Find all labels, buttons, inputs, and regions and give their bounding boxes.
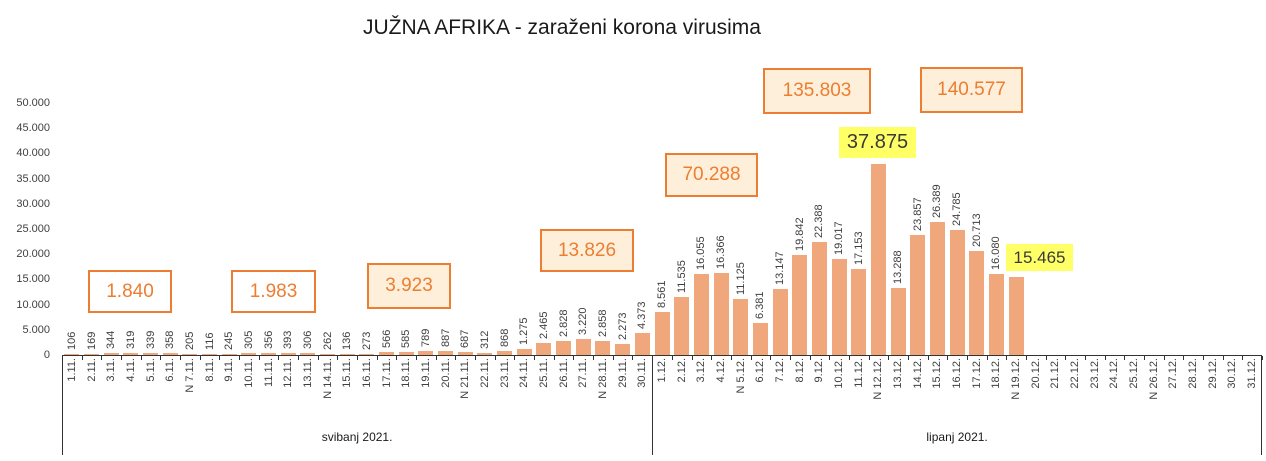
x-axis-date-label: 18.12. (990, 358, 1003, 389)
bar (182, 354, 197, 355)
bar-value-label: 393 (282, 330, 295, 349)
category-group-separator (62, 355, 63, 455)
bar (241, 353, 256, 355)
bar-value-label: 3.220 (577, 307, 590, 335)
bar (143, 353, 158, 355)
month-group-label: lipanj 2021. (926, 430, 988, 444)
callout-total-box: 3.923 (367, 263, 451, 309)
y-axis-tick-label: 50.000 (16, 97, 50, 109)
x-axis-date-label: 16.11. (360, 358, 373, 388)
bar (359, 354, 374, 355)
bar (418, 351, 433, 355)
x-axis-date-label: 11.12. (852, 358, 865, 388)
bar (281, 353, 296, 355)
x-axis-date-label: 1.12. (656, 358, 668, 383)
y-axis-tick-label: 0 (43, 349, 50, 361)
x-axis-date-label: 16.12. (951, 358, 964, 389)
x-axis-date-label: N 5.12. (734, 358, 747, 394)
bar-value-label: 16.080 (990, 236, 1003, 270)
bar (910, 235, 925, 355)
bar-value-label: 169 (85, 331, 98, 350)
bar (792, 255, 807, 355)
x-axis-date-label: 15.12. (931, 358, 944, 389)
bar (812, 242, 827, 355)
x-axis-date-label: 9.12. (813, 358, 826, 383)
x-axis-date-label: 17.11. (380, 358, 393, 388)
x-axis-date-label: 5.11. (144, 358, 157, 382)
bar-value-label: 319 (124, 330, 137, 349)
x-axis-date-label: 29.12. (1206, 358, 1219, 389)
x-axis-date-label: N 14.11. (321, 358, 334, 399)
axis-tick (495, 356, 496, 360)
highlighted-value-label: 15.465 (1006, 244, 1073, 271)
callout-total-box: 70.288 (665, 153, 758, 197)
axis-tick (436, 356, 437, 360)
x-axis-date-label: 14.12. (911, 358, 924, 389)
x-axis-date-label: 8.11. (203, 358, 216, 382)
bar-value-label: 245 (223, 331, 236, 350)
bar-value-label: 6.381 (754, 291, 767, 319)
month-group-label: svibanj 2021. (321, 430, 393, 444)
bar-value-label: 11.535 (675, 260, 688, 293)
x-axis-date-label: 27.11. (577, 358, 590, 388)
x-axis-date-label: 17.12. (970, 358, 983, 389)
bar-value-label: 339 (144, 330, 157, 349)
category-group-separator (652, 355, 653, 455)
x-axis-date-label: N 21.11. (459, 358, 472, 399)
x-axis-date-label: N 12.12. (872, 358, 885, 400)
y-axis-tick-label: 35.000 (16, 172, 50, 185)
y-axis-tick-label: 20.000 (16, 248, 50, 261)
bar-value-label: 1.275 (518, 317, 531, 345)
axis-tick (593, 356, 594, 360)
axis-tick (141, 356, 142, 360)
bar (694, 274, 709, 355)
bar (536, 343, 551, 355)
x-axis-date-label: 25.12. (1128, 358, 1141, 389)
axis-tick (790, 356, 791, 360)
bar (497, 351, 512, 355)
bar (202, 354, 217, 355)
bar-value-label: 23.857 (911, 197, 924, 231)
bar (733, 299, 748, 355)
bar-value-label: 585 (400, 329, 413, 348)
bar (989, 274, 1004, 355)
x-axis-date-label: 22.12. (1069, 358, 1082, 389)
x-axis-date-label: 22.11. (478, 358, 491, 388)
x-axis-date-label: 10.11. (242, 358, 255, 388)
x-axis-date-label: 19.11. (419, 358, 432, 388)
x-axis-date-label: 6.12. (754, 358, 767, 383)
x-axis-date-label: 4.12. (715, 358, 728, 383)
x-axis-date-label: N 26.12. (1147, 358, 1160, 400)
x-axis-date-label: 12.11. (282, 358, 295, 388)
bar (871, 164, 886, 355)
bar (517, 349, 532, 355)
highlighted-value-label: 37.875 (839, 127, 916, 158)
axis-tick (613, 356, 614, 360)
bar-value-label: 19.017 (833, 221, 846, 255)
bar (655, 312, 670, 355)
x-axis-date-label: 27.12. (1167, 358, 1180, 389)
category-group-separator (1261, 355, 1262, 455)
x-axis-date-label: 18.11. (400, 358, 413, 388)
bar-value-label: 356 (262, 330, 275, 349)
bar-value-label: 4.373 (636, 301, 649, 329)
x-axis-date-label: 4.11. (124, 358, 137, 382)
bar-value-label: 26.389 (931, 184, 944, 218)
bar (930, 222, 945, 355)
bar (104, 353, 119, 355)
x-axis-date-label: 31.12. (1246, 358, 1259, 389)
bar (64, 354, 79, 355)
x-axis-date-label: 25.11. (537, 358, 550, 388)
x-axis-date-label: 23.12. (1088, 358, 1101, 389)
axis-tick (849, 356, 850, 360)
x-axis-date-label: 20.12. (1029, 358, 1042, 389)
bar-value-label: 205 (183, 331, 196, 350)
axis-tick (357, 356, 358, 360)
y-axis-tick-label: 30.000 (16, 197, 50, 210)
axis-tick (534, 356, 535, 360)
bar (399, 352, 414, 355)
bar (1009, 277, 1024, 355)
x-axis-date-label: 3.12. (695, 358, 708, 383)
bar (891, 288, 906, 355)
y-axis-tick-label: 40.000 (16, 147, 50, 160)
x-axis-date-label: 2.11. (85, 358, 98, 382)
bar (84, 354, 99, 355)
chart-title: JUŽNA AFRIKA - zaraženi korona virusima (363, 16, 761, 39)
bar-value-label: 687 (459, 329, 472, 348)
callout-total-box: 1.983 (231, 270, 316, 313)
x-axis-date-label: 28.12. (1187, 358, 1200, 389)
x-axis-date-label: 13.11. (301, 358, 314, 388)
bar-value-label: 306 (301, 330, 314, 349)
x-axis-date-label: 30.11. (636, 358, 649, 388)
y-axis-tick-label: 25.000 (16, 223, 50, 235)
x-axis-line (62, 355, 1262, 356)
x-axis-date-label: N 28.11. (596, 358, 609, 399)
y-axis-tick-label: 10.000 (16, 298, 50, 311)
x-axis-date-label: 20.11. (439, 358, 452, 388)
x-axis-date-label: N 7.11. (183, 358, 196, 393)
bar-value-label: 19.842 (793, 217, 806, 251)
bar-value-label: 2.858 (596, 309, 609, 337)
bar-value-label: 16.055 (695, 236, 708, 270)
x-axis-date-label: 26.11. (557, 358, 570, 388)
bar (261, 353, 276, 355)
x-axis-date-label: 3.11. (105, 358, 118, 382)
x-axis-date-label: 10.12. (833, 358, 846, 389)
bar-value-label: 136 (341, 331, 354, 350)
bar-value-label: 116 (203, 332, 216, 350)
bar (300, 353, 315, 355)
x-axis-date-label: 29.11. (616, 358, 629, 388)
x-axis-date-label: 21.12. (1049, 358, 1062, 389)
x-axis-date-label: N 19.12. (1010, 358, 1023, 400)
x-axis-date-label: 13.12. (892, 358, 905, 389)
bar-value-label: 2.465 (537, 311, 550, 339)
bar-value-label: 358 (164, 330, 177, 349)
bar-value-label: 262 (321, 331, 334, 350)
bar-value-label: 868 (498, 328, 511, 347)
bar (773, 289, 788, 355)
bar-value-label: 106 (65, 331, 78, 350)
axis-tick (377, 356, 378, 360)
x-axis-date-label: 11.11. (262, 358, 275, 387)
callout-total-box: 140.577 (920, 67, 1023, 113)
x-axis-date-label: 1.11. (65, 358, 78, 382)
axis-tick (1262, 356, 1263, 360)
bar (753, 323, 768, 355)
bar-value-label: 273 (360, 331, 373, 350)
axis-tick (180, 356, 181, 360)
bar (714, 273, 729, 355)
bar (615, 344, 630, 355)
axis-tick (1203, 356, 1204, 360)
bar (477, 353, 492, 355)
bar-value-label: 789 (419, 328, 432, 347)
axis-tick (1144, 356, 1145, 360)
axis-tick (967, 356, 968, 360)
x-axis-date-label: 23.11. (498, 358, 511, 388)
axis-tick (200, 356, 201, 360)
bar-value-label: 305 (242, 330, 255, 349)
bar (556, 341, 571, 355)
bar-value-label: 22.388 (813, 204, 826, 238)
bar-value-label: 344 (105, 330, 118, 349)
x-axis-date-label: 24.12. (1108, 358, 1121, 389)
x-axis-date-label: 8.12. (793, 358, 806, 383)
bar-value-label: 17.153 (852, 231, 865, 265)
bar (969, 251, 984, 355)
bar-value-label: 2.273 (616, 312, 629, 340)
bar (320, 354, 335, 355)
bar (595, 341, 610, 355)
bar (950, 230, 965, 355)
x-axis-date-label: 30.12. (1226, 358, 1239, 389)
callout-total-box: 1.840 (88, 270, 172, 313)
axis-tick (239, 356, 240, 360)
x-axis-date-label: 15.11. (341, 358, 354, 388)
axis-tick (672, 356, 673, 360)
bar (163, 353, 178, 355)
x-axis-date-label: 2.12. (675, 358, 688, 383)
bar (832, 259, 847, 355)
axis-tick (908, 356, 909, 360)
bar (635, 333, 650, 355)
bar-value-label: 13.147 (774, 251, 787, 285)
bar-value-label: 887 (439, 328, 452, 347)
bar-value-label: 11.125 (734, 262, 747, 295)
bar-value-label: 566 (380, 329, 393, 348)
y-axis-tick-label: 5.000 (22, 323, 50, 336)
bar (674, 297, 689, 355)
bar-value-label: 13.288 (892, 250, 905, 284)
bar-value-label: 8.561 (656, 280, 668, 308)
axis-tick (318, 356, 319, 360)
axis-tick (121, 356, 122, 360)
x-axis-date-label: 7.12. (774, 358, 787, 383)
callout-total-box: 13.826 (540, 229, 634, 272)
axis-tick (475, 356, 476, 360)
bar (458, 352, 473, 355)
bar (379, 352, 394, 355)
axis-tick (731, 356, 732, 360)
axis-tick (416, 356, 417, 360)
x-axis-date-label: 24.11. (518, 358, 531, 388)
bar-value-label: 24.785 (951, 192, 964, 226)
bar (851, 269, 866, 355)
bar (340, 354, 355, 355)
callout-total-box: 135.803 (763, 68, 871, 114)
bar (576, 339, 591, 355)
axis-tick (554, 356, 555, 360)
axis-tick (259, 356, 260, 360)
bar-value-label: 16.366 (715, 235, 728, 269)
axis-tick (82, 356, 83, 360)
bar-value-label: 20.713 (970, 213, 983, 247)
axis-tick (298, 356, 299, 360)
bar-value-label: 2.828 (557, 309, 570, 337)
y-axis-tick-label: 45.000 (16, 122, 50, 135)
y-axis-tick-label: 15.000 (16, 273, 50, 286)
bar (438, 351, 453, 355)
bar (222, 354, 237, 355)
bar-value-label: 312 (478, 330, 491, 349)
bar (123, 353, 138, 355)
axis-tick (1026, 356, 1027, 360)
x-axis-date-label: 9.11. (223, 358, 236, 382)
axis-tick (1085, 356, 1086, 360)
x-axis-date-label: 6.11. (164, 358, 177, 382)
